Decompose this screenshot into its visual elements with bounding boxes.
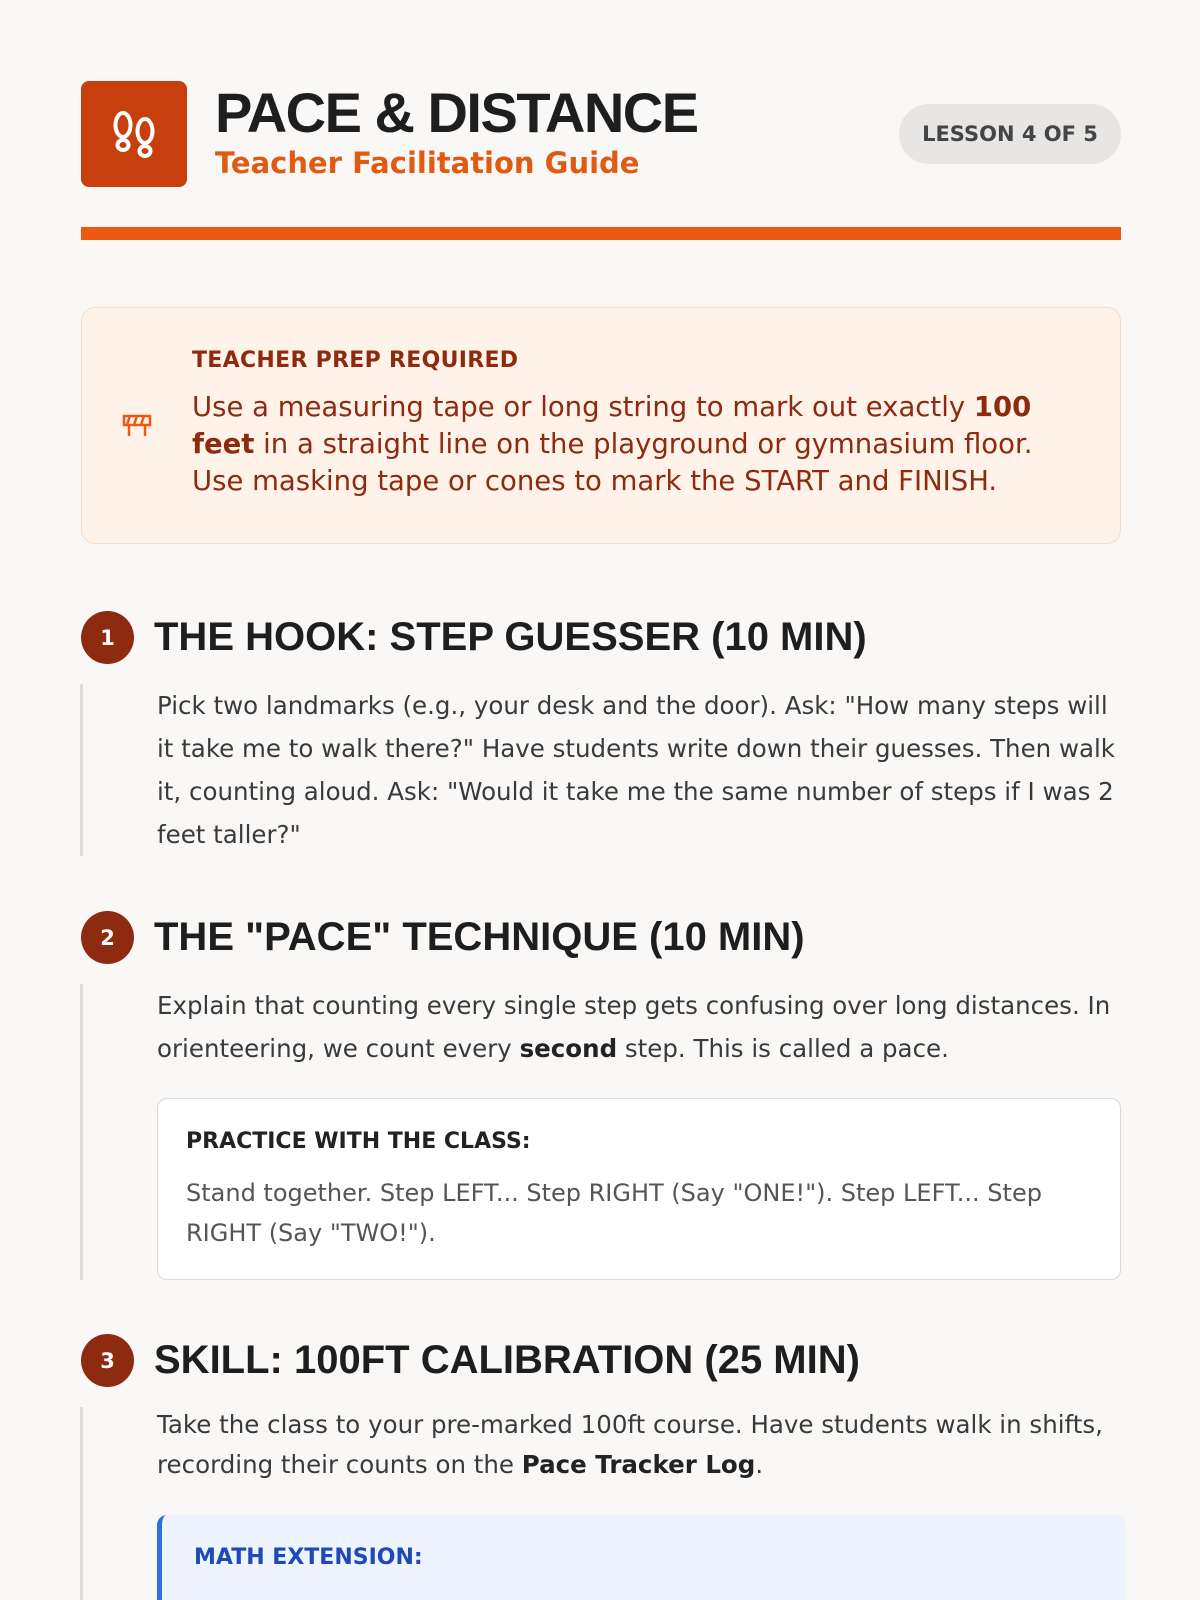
math-extension-card (157, 1515, 1126, 1600)
header-divider (81, 227, 1121, 240)
practice-text: Stand together. Step LEFT... Step RIGHT (Say "ONE!"). Step LEFT... Step RIGHT (Say "TWO!"). (186, 1179, 1042, 1247)
page-subtitle: Teacher Facilitation Guide (215, 146, 640, 180)
math-extension-label: MATH EXTENSION: (194, 1545, 423, 1570)
header (81, 81, 1121, 187)
page-title: PACE & DISTANCE (215, 81, 698, 144)
practice-label: PRACTICE WITH THE CLASS: (186, 1129, 531, 1154)
practice-card (157, 1098, 1121, 1280)
section-title-1: THE HOOK: STEP GUESSER (10 MIN) (154, 615, 867, 659)
section-body-1: Pick two landmarks (e.g., your desk and the door). Ask: "How many steps will it take me to walk there?" Have students write down their guesses. Then walk it, counting aloud. Ask: "Would it take me the same number of steps if I was 2 feet taller?" (157, 691, 1116, 849)
section-title-3: SKILL: 100FT CALIBRATION (25 MIN) (154, 1338, 860, 1382)
footsteps-icon (81, 81, 187, 187)
section-rail-2 (80, 984, 83, 1280)
prep-text: Use a measuring tape or long string to mark out exactly 100 feet in a straight line on the playground or gymnasium floor. Use masking tape or cones to mark the START and FINISH. (192, 391, 1033, 497)
prep-highlight: 100 feet (192, 391, 1032, 460)
section-rail-3 (80, 1407, 83, 1600)
prep-label: TEACHER PREP REQUIRED (192, 348, 519, 373)
teacher-prep-callout (81, 307, 1121, 544)
section-number-1: 1 (81, 611, 134, 664)
barrier-icon (122, 412, 152, 438)
section-title-2: THE "PACE" TECHNIQUE (10 MIN) (154, 915, 805, 959)
section-body-3: Take the class to your pre-marked 100ft course. Have students walk in shifts, recording their counts on the Pace Tracker Log. (157, 1410, 1103, 1479)
section-number-2: 2 (81, 911, 134, 964)
lesson-badge: LESSON 4 OF 5 (899, 104, 1121, 164)
section-body-2: Explain that counting every single step gets confusing over long distances. In orienteering, we count every second step. This is called a pace. (157, 991, 1111, 1063)
section-number-3: 3 (81, 1334, 134, 1387)
section-rail-1 (80, 684, 83, 856)
